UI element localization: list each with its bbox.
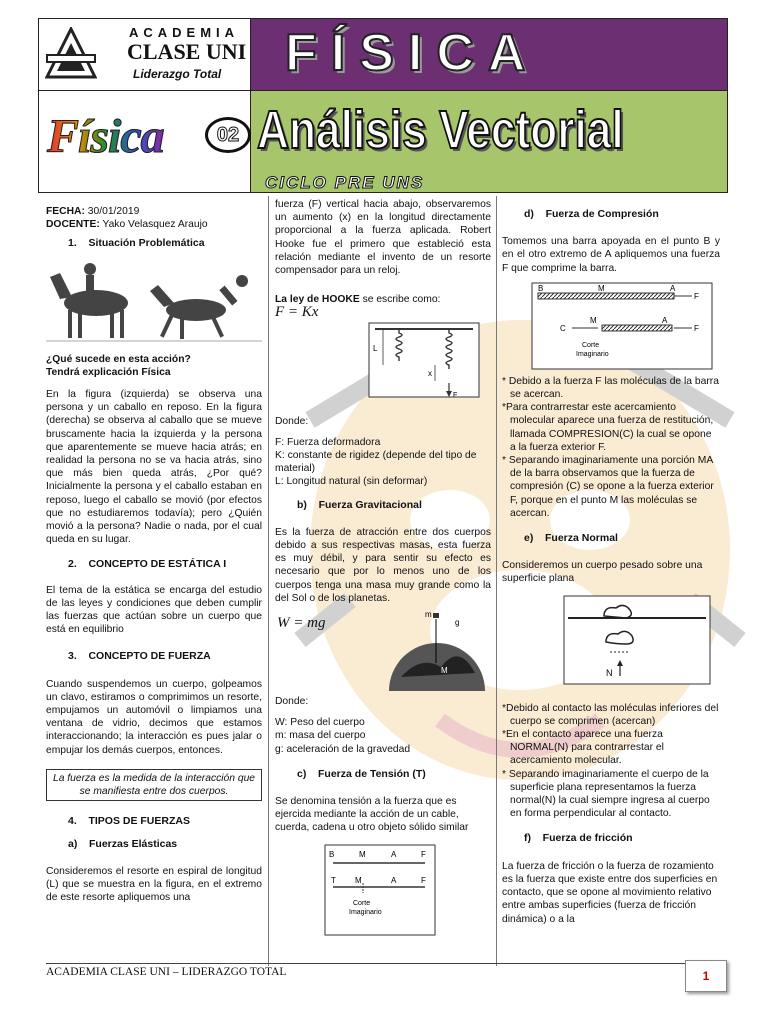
subsection-a-heading: a) Fuerzas Elásticas: [68, 837, 178, 850]
list-item: *Debido al contacto las moléculas inferiores del cuerpo se comprimen (acercan): [502, 702, 719, 727]
spring-label-L: L: [373, 343, 378, 353]
spring-label-x: x: [428, 368, 432, 378]
academy-label: ACADEMIA: [129, 25, 240, 40]
unit-badge: 02: [205, 117, 251, 153]
tension-cut-label-2: Imaginario: [349, 908, 382, 916]
tension-label-F: F: [421, 849, 426, 859]
column-2: [275, 198, 491, 939]
tension-label-T: T: [331, 875, 336, 885]
def-F: F: Fuerza deformadora: [275, 436, 381, 448]
section-2-paragraph: El tema de la estática se encarga del estudio de las leyes y condiciones que deben cumplir las fuerzas que actúan sobre un cuerpo que está en equilibrio: [46, 584, 262, 636]
list-item: *Para contrarrestar este acercamiento molecular aparece una fuerza de restitución, llamada COMPRESION(C) la cual se opone a la fuerza exterior F.: [502, 402, 714, 453]
list-item: * Debido a la fuerza F las moléculas de la barra se acercan.: [502, 375, 719, 401]
column-3: [502, 198, 720, 926]
spring-figure: [275, 321, 491, 401]
hooke-donde: Donde:: [275, 415, 309, 427]
subsection-a-paragraph: Consideremos el resorte en espiral de longitud (L) que se muestra en la figura, en el extremo de este resorte apliquemos una: [46, 865, 262, 904]
question-1: ¿Qué sucede en esta acción?: [46, 353, 191, 365]
compression-paragraph: Tomemos una barra apoyada en el punto B y en el otro extremo de A apliquemos una fuerza F que comprime la barra.: [502, 236, 720, 274]
column-divider: [496, 196, 497, 966]
normal-force-figure: [502, 594, 720, 688]
section-2-heading: 2. CONCEPTO DE ESTÁTICA I: [68, 558, 227, 571]
normal-bullets: [502, 702, 720, 821]
list-item: * Separando imaginariamente una porción MA de la barra observamos que la fuerza de compresión (C) se opone a la fuerza exterior F, porque en el punto M las moléculas se acercan.: [502, 455, 714, 519]
list-item: *En el contacto aparece una fuerza NORMAL(N) para contrarrestar el acercamiento molecular.: [502, 729, 664, 767]
hooke-paragraph: fuerza (F) vertical hacia abajo, observaremos un aumento (x) en la longitud directamente proporcional a la fuerza aplicada. Robert Hooke fue el primero que estableció esta relación mediante el invento de un resorte compensador para un reloj.: [275, 199, 491, 277]
compression-label-F2: F: [694, 323, 699, 333]
compression-label-A: A: [670, 283, 676, 293]
def-K: K: constante de rigidez (depende del tipo de material): [275, 450, 477, 475]
footer-text: ACADEMIA CLASE UNI – LIDERAZGO TOTAL: [46, 966, 287, 978]
topic-title: Análisis Vectorial: [257, 100, 624, 160]
compression-label-B: B: [538, 283, 544, 293]
tension-paragraph: Se denomina tensión a la fuerza que es ejercida mediante la acción de un cable, cuerda, cadena u otro objeto sólido similar: [275, 796, 469, 834]
tension-label-A: A: [391, 849, 397, 859]
gravity-donde: Donde:: [275, 696, 309, 708]
compression-label-C: C: [560, 323, 566, 333]
page-number: 1: [685, 960, 727, 992]
tension-label-A2: A: [391, 875, 397, 885]
compression-figure: [502, 281, 720, 371]
hooke-formula: F = Kx: [275, 304, 319, 321]
compression-label-M2: M: [590, 315, 597, 325]
earth-label-W: W: [439, 634, 447, 644]
tension-figure: [275, 843, 491, 939]
column-divider: [268, 196, 269, 966]
academy-emblem-icon: [45, 27, 97, 83]
topic-title-panel: [251, 91, 727, 192]
subsection-d-heading: d) Fuerza de Compresión: [524, 208, 659, 220]
academy-name: CLASE UNI: [127, 39, 247, 64]
subsection-b-heading: b) Fuerza Gravitacional: [297, 498, 422, 511]
cycle-label: CICLO PRE UNS: [265, 173, 425, 192]
tension-label-M: M: [359, 849, 366, 859]
tension-label-M2: M: [355, 875, 362, 885]
subsection-f-heading: f) Fuerza de fricción: [524, 832, 633, 845]
section-1-paragraph: En la figura (izquierda) se observa una persona y un caballo en reposo. En la figura (derecha) se observa al caballo que se mueve bruscamente hacia la izquierda y la persona que aparentemente se mueve hacia atrás; en realidad la persona no se va hacia atrás, sino que más bien queda atrás, ¿Por qué? Inicialmente la persona y el caballo estaban en reposo, luego el caballo se movió (por efectos que no estudiaremos todavía); pero ¿Quién movió a la persona? Nadie o nada, por el cual queda en su lugar.: [46, 389, 262, 546]
def-L: L: Longitud natural (sin deformar): [275, 476, 428, 488]
earth-label-M: M: [441, 666, 448, 676]
section-1-heading: 1. Situación Problemática: [68, 237, 205, 250]
fisica-logo-panel: [39, 91, 251, 192]
teacher-line: DOCENTE: Yako Velasquez Araujo: [46, 219, 208, 231]
compression-cut-label-2: Imaginario: [576, 350, 609, 358]
column-1: [46, 198, 262, 904]
subsection-e-heading: e) Fuerza Normal: [524, 532, 618, 545]
tension-cut-label-1: Corte: [353, 899, 371, 907]
normal-label-N: N: [606, 667, 613, 678]
compression-bullets: [502, 375, 720, 520]
earth-figure: [387, 607, 487, 693]
section-3-heading: 3. CONCEPTO DE FUERZA: [68, 650, 211, 663]
tension-label-B: B: [329, 849, 335, 859]
gravity-formula: W = mg: [277, 615, 326, 632]
compression-cut-label-1: Corte: [582, 341, 600, 349]
compression-label-A2: A: [662, 315, 668, 325]
subsection-c-heading: c) Fuerza de Tensión (T): [297, 767, 426, 780]
fisica-logo-word: Física: [47, 110, 164, 163]
main-title-panel: [251, 19, 727, 91]
compression-label-F: F: [694, 291, 699, 301]
header-banner: [38, 18, 728, 193]
def-g: g: aceleración de la gravedad: [275, 743, 411, 755]
horse-rider-illustration: [46, 255, 262, 345]
gravity-figure-row: [275, 607, 491, 695]
footer-rule: [46, 963, 686, 964]
academy-logo: [39, 19, 251, 91]
spring-label-F: F: [453, 391, 458, 399]
force-definition-quote: La fuerza es la medida de la interacción que se manifiesta entre dos cuerpos.: [46, 769, 262, 801]
gravity-paragraph: Es la fuerza de atracción entre dos cuerpos debido a sus respectivas masas, esta fuerza es muy débil, y para sentir su efecto es necesario que por lo menos uno de los cuerpos tenga una masa muy grande como la del Sol o de los planetas.: [275, 526, 491, 604]
list-item: * Separando imaginariamente el cuerpo de la superficie plana representamos la fuerza normal(N) la cual siempre ingresa al cuerpo en forma perpendicular al contacto.: [502, 768, 710, 820]
def-m: m: masa del cuerpo: [275, 730, 366, 742]
question-2: Tendrá explicación Física: [46, 366, 171, 378]
compression-label-M: M: [598, 283, 605, 293]
date-line: FECHA: 30/01/2019: [46, 206, 140, 217]
hooke-law-line: La ley de HOOKE se escribe como:: [275, 294, 441, 306]
section-3-paragraph: Cuando suspendemos un cuerpo, golpeamos un clavo, estiramos o comprimimos un resorte, empujamos un automóvil o limpiamos una ventana de vidrio, decimos que estamos interaccionando; la interacción es pues jalar o empujar los demás cuerpos, entonces.: [46, 678, 262, 756]
def-W: W: Peso del cuerpo: [275, 717, 365, 729]
earth-label-m: m: [425, 610, 432, 620]
tension-label-F2: F: [421, 875, 426, 885]
earth-label-g: g: [455, 618, 460, 628]
normal-paragraph: Consideremos un cuerpo pesado sobre una superficie plana: [502, 560, 703, 585]
friction-paragraph: La fuerza de fricción o la fuerza de rozamiento es la fuerza que existe entre dos superficies en contacto, que se opone al movimiento relativo entre ambas superficies (fuerza de fricción dinámica) o a la: [502, 860, 718, 925]
section-4-heading: 4. TIPOS DE FUERZAS: [68, 815, 190, 828]
academy-tagline: Liderazgo Total: [133, 67, 222, 81]
main-title: FÍSICA: [285, 24, 540, 82]
